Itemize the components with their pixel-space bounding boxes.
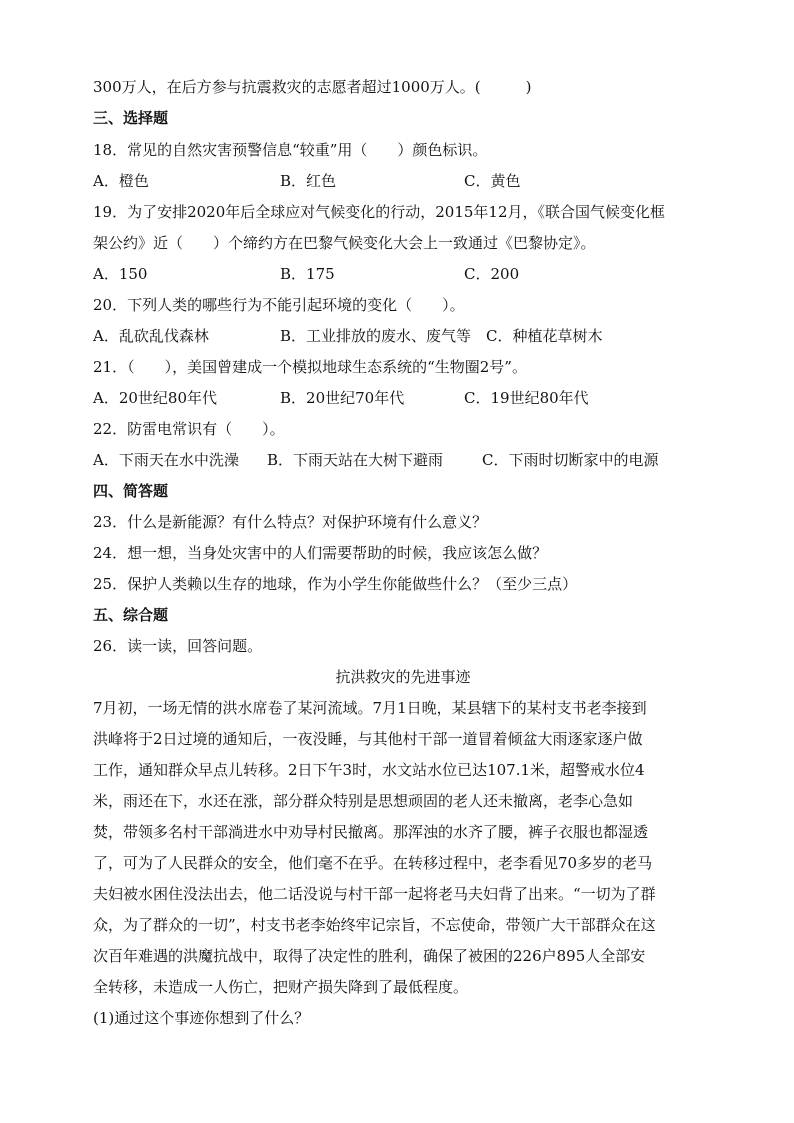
question-18: 18．常见的自然灾害预警信息“较重”用（ ）颜色标识。 [93,141,488,159]
option-c: C．黄色 [464,172,521,190]
option-c: C．种植花草树木 [486,327,603,345]
option-b: B．下雨天站在大树下避雨 [267,451,444,469]
passage-line: 7月初，一场无情的洪水席卷了某河流域。7月1日晚，某县辖下的某村支书老李接到 [93,699,647,717]
option-a: A．20世纪80年代 [93,389,218,407]
passage-line: 夫妇被水困住没法出去，他二话没说与村干部一起将老马夫妇背了出来。“一切为了群 [93,885,656,903]
option-c: C．200 [464,265,520,283]
question-19-line-1: 19．为了安排2020年后全球应对气候变化的行动，2015年12月，《联合国气候变化框 [93,203,666,221]
passage-line: 米，雨还在下，水还在涨，部分群众特别是思想顽固的老人还未撤离，老李心急如 [93,792,634,810]
passage-line: 全转移，未造成一人伤亡，把财产损失降到了最低程度。 [93,978,469,996]
section-heading-comprehensive: 五、综合题 [93,606,169,624]
passage-line: 了，可为了人民群众的安全，他们毫不在乎。在转移过程中，老李看见70多岁的老马 [93,854,653,872]
question-22: 22．防雷电常识有（ ）。 [93,420,285,438]
option-a: A．下雨天在水中洗澡 [93,451,239,469]
sub-question-1: (1)通过这个事迹你想到了什么？ [93,1009,310,1027]
passage-line: 众，为了群众的一切”，村支书老李始终牢记宗旨，不忘使命，带领广大干部群众在这 [93,916,656,934]
passage-line: 次百年难遇的洪魔抗战中，取得了决定性的胜利，确保了被困的226户895人全部安 [93,947,646,965]
question-19-line-2: 架公约》近（ ）个缔约方在巴黎气候变化大会上一致通过《巴黎协定》。 [93,234,596,252]
section-heading-choice: 三、选择题 [93,109,169,127]
question-20: 20．下列人类的哪些行为不能引起环境的变化（ ）。 [93,296,465,314]
passage-line: 工作，通知群众早点儿转移。2日下午3时，水文站水位已达107.1米，超警戒水位4 [93,761,645,779]
option-a: A．150 [93,265,148,283]
question-25: 25．保护人类赖以生存的地球，作为小学生你能做些什么？（至少三点） [93,575,578,593]
option-b: B．20世纪70年代 [280,389,405,407]
passage-line: 焚，带领多名村干部淌进水中劝导村民撤离。那浑浊的水齐了腰，裤子衣服也都湿透 [93,823,649,841]
question-21: 21．（ ），美国曾建成一个模拟地球生态系统的“生物圈2号”。 [93,358,527,376]
section-heading-short-answer: 四、简答题 [93,482,169,500]
option-a: A．橙色 [93,172,149,190]
question-17-tail: 300万人，在后方参与抗震救灾的志愿者超过1000万人。( ) [93,78,532,96]
question-23: 23．什么是新能源？有什么特点？对保护环境有什么意义？ [93,513,488,531]
option-a: A．乱砍乱伐森林 [93,327,209,345]
passage-line: 洪峰将于2日过境的通知后，一夜没睡，与其他村干部一道冒着倾盆大雨逐家逐户做 [93,730,643,748]
option-c: C．下雨时切断家中的电源 [482,451,659,469]
option-b: B．红色 [280,172,337,190]
option-c: C．19世纪80年代 [464,389,589,407]
option-b: B．工业排放的废水、废气等 [280,327,472,345]
question-26: 26．读一读，回答问题。 [93,637,263,655]
question-24: 24．想一想，当身处灾害中的人们需要帮助的时候，我应该怎么做？ [93,544,548,562]
option-b: B．175 [280,265,335,283]
passage-title: 抗洪救灾的先进事迹 [335,668,471,686]
